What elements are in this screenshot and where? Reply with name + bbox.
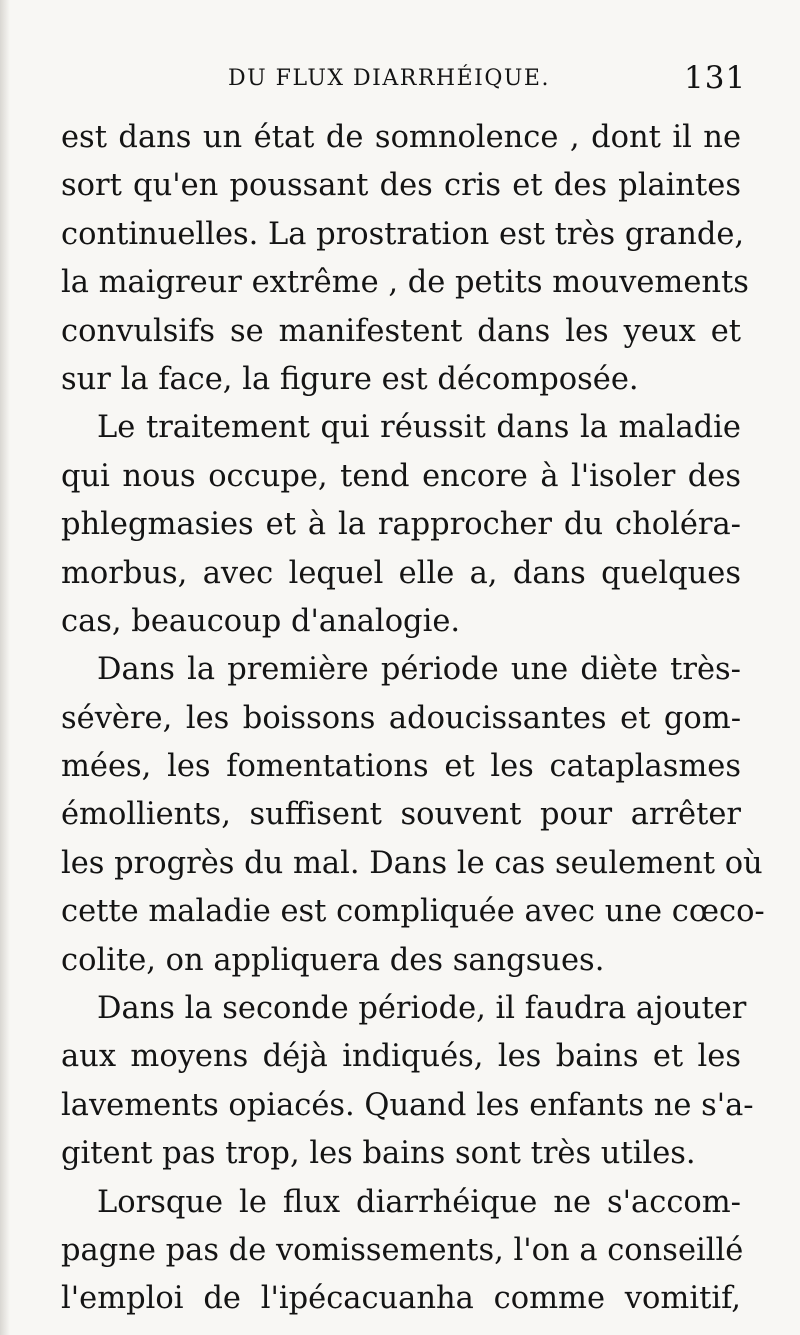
text-line: les progrès du mal. Dans le cas seulement où	[61, 845, 763, 881]
text-line: est dans un état de somnolence , dont il ne	[61, 120, 741, 155]
body-text	[61, 114, 765, 1324]
text-line: émollients, suffisent souvent pour arrêter	[61, 797, 741, 833]
paragraph-1	[61, 114, 749, 404]
paragraph-5	[61, 1179, 744, 1324]
running-head-title: DU FLUX DIARRHÉIQUE.	[228, 66, 550, 91]
text-line: cette maladie est compliquée avec une cœco-	[61, 894, 765, 930]
text-line: Dans la première période une diète très-	[97, 652, 741, 688]
text-line: gitent pas trop, les bains sont très utiles.	[61, 1136, 696, 1172]
paragraph-4	[61, 985, 754, 1179]
text-line: pagne pas de vomissements, l'on a conseillé	[61, 1232, 744, 1268]
text-line: la maigreur extrême , de petits mouvements	[61, 265, 749, 301]
text-line: phlegmasies et à la rapprocher du choléra-	[61, 507, 741, 543]
text-line: colite, on appliquera des sangsues.	[61, 942, 605, 978]
text-line: sur la face, la figure est décomposée.	[61, 361, 639, 397]
text-line: l'emploi de l'ipécacuanha comme vomitif,	[61, 1281, 741, 1317]
text-line: sévère, les boissons adoucissantes et gom-	[61, 700, 741, 736]
text-line: qui nous occupe, tend encore à l'isoler des	[61, 458, 741, 494]
text-line: Lorsque le flux diarrhéique ne s'accom-	[97, 1184, 741, 1220]
text-line: aux moyens déjà indiqués, les bains et les	[61, 1039, 741, 1075]
text-line: mées, les fomentations et les cataplasmes	[61, 749, 741, 785]
text-line: Le traitement qui réussit dans la maladie	[97, 410, 741, 446]
text-line: lavements opiacés. Quand les enfants ne s'a-	[61, 1087, 754, 1123]
text-line: continuelles. La prostration est très grande,	[61, 216, 745, 252]
page-gutter-shadow	[0, 0, 10, 1335]
text-line: morbus, avec lequel elle a, dans quelques	[61, 555, 741, 591]
paragraph-3	[61, 646, 765, 985]
text-line: cas, beaucoup d'analogie.	[61, 603, 461, 639]
text-line: sort qu'en poussant des cris et des plaintes	[61, 168, 741, 204]
text-line: convulsifs se manifestent dans les yeux et	[61, 313, 741, 349]
page-number: 131	[684, 60, 747, 96]
running-head	[0, 58, 800, 98]
text-line: Dans la seconde période, il faudra ajouter	[97, 991, 747, 1027]
paragraph-2	[61, 404, 741, 646]
